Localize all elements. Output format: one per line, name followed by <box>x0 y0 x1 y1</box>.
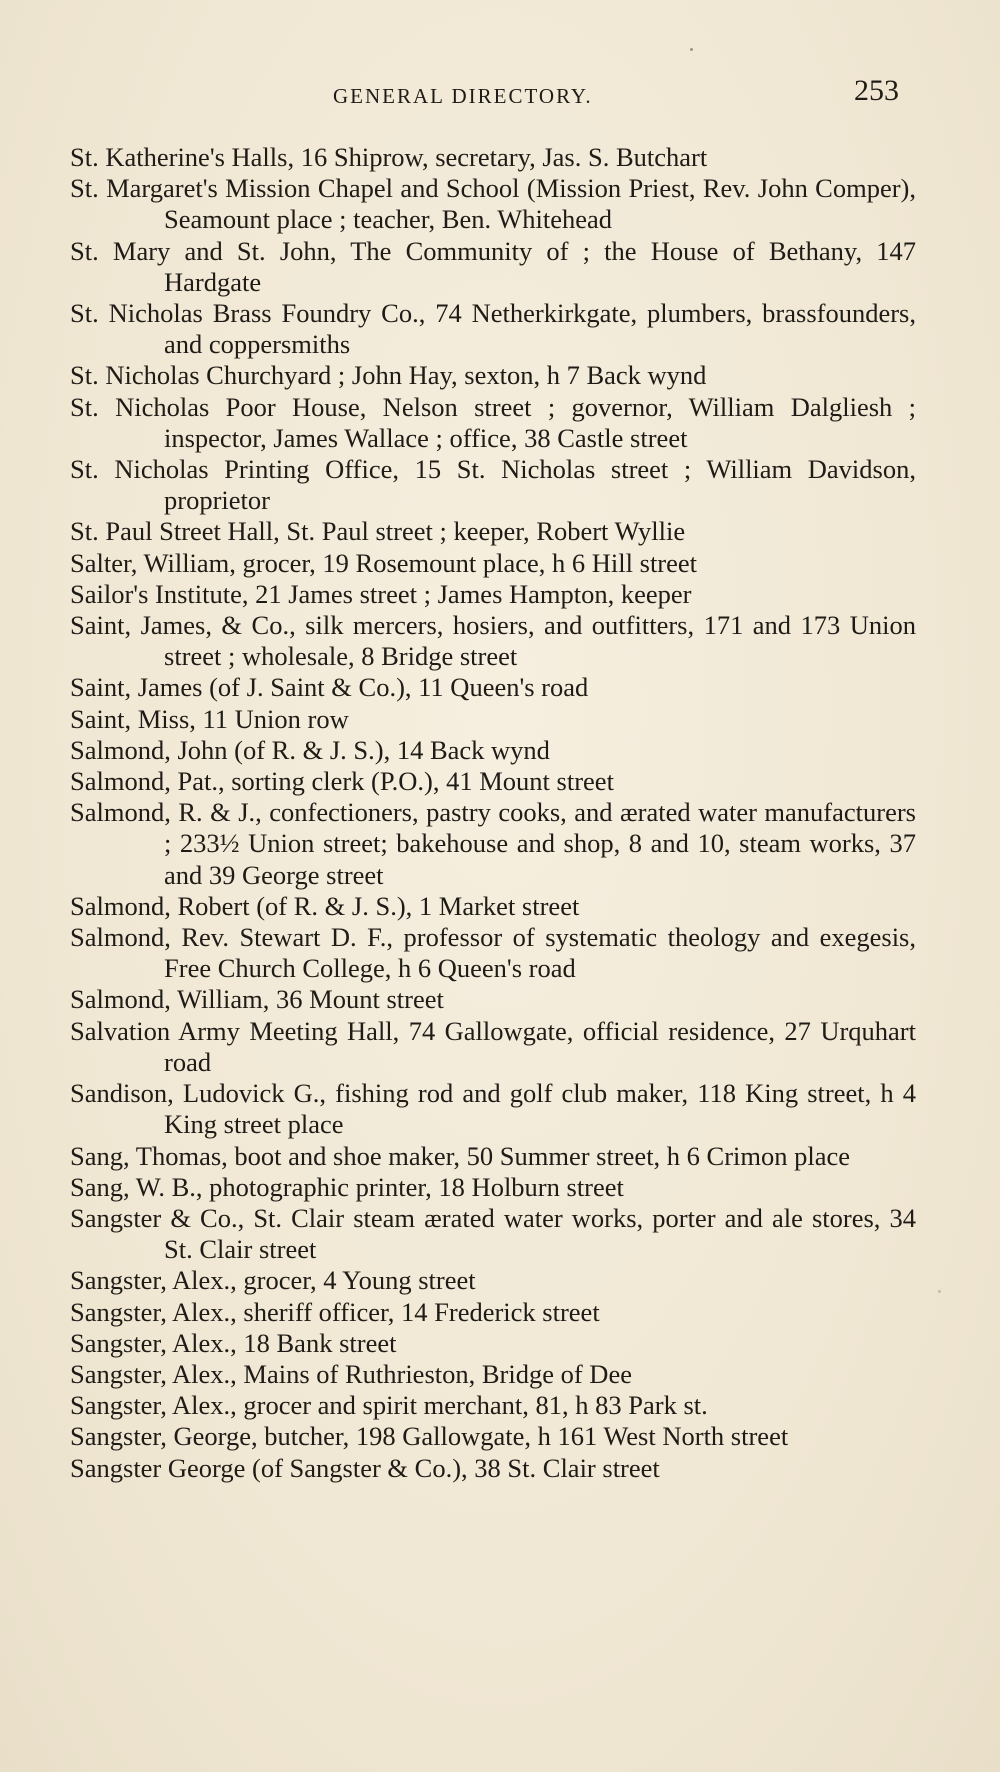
directory-entry: Sailor's Institute, 21 James street ; James Hampton, keeper <box>70 578 692 609</box>
page-number: 253 <box>854 74 899 107</box>
directory-entry: Salvation Army Meeting Hall, 74 Gallowgate, official residence, 27 Urquhart road <box>70 1015 916 1077</box>
directory-entry: Salter, William, grocer, 19 Rosemount place, h 6 Hill street <box>70 547 698 578</box>
directory-entry: St. Nicholas Brass Foundry Co., 74 Netherkirkgate, plumbers, brassfounders, and coppersmiths <box>70 298 916 360</box>
directory-entry: St. Nicholas Poor House, Nelson street ; governor, William Dalgliesh ; inspector, James Wallace ; office, 38 Castle street <box>70 391 916 453</box>
directory-entry: Salmond, Rev. Stewart D. F., professor of systematic theology and exegesis, Free Church College, h 6 Queen's road <box>70 922 916 984</box>
directory-entry: Sangster, Alex., grocer and spirit merchant, 81, h 83 Park st. <box>70 1390 708 1421</box>
directory-entry: Saint, James (of J. Saint & Co.), 11 Queen's road <box>70 672 589 703</box>
directory-entry: Salmond, William, 36 Mount street <box>70 984 444 1015</box>
directory-entry: Sandison, Ludovick G., fishing rod and golf club maker, 118 King street, h 4 King street place <box>70 1078 916 1140</box>
directory-entry: Salmond, Pat., sorting clerk (P.O.), 41 Mount street <box>70 766 614 797</box>
directory-entries <box>70 142 916 1484</box>
page-header <box>0 72 1000 112</box>
directory-entry: Sangster, George, butcher, 198 Gallowgate, h 161 West North street <box>70 1421 789 1452</box>
directory-entry: Saint, James, & Co., silk mercers, hosiers, and outfitters, 171 and 173 Union street ; wholesale, 8 Bridge street <box>70 610 916 672</box>
ink-speck <box>690 48 693 51</box>
directory-entry: St. Mary and St. John, The Community of ; the House of Bethany, 147 Hardgate <box>70 235 916 297</box>
directory-entry: Sangster George (of Sangster & Co.), 38 St. Clair street <box>70 1452 660 1483</box>
directory-entry: Salmond, R. & J., confectioners, pastry cooks, and ærated water manufacturers ; 233½ Union street; bakehouse and shop, 8 and 10, steam works, 37 and 39 George street <box>70 797 916 890</box>
directory-entry: St. Katherine's Halls, 16 Shiprow, secretary, Jas. S. Butchart <box>70 142 708 172</box>
directory-entry: Saint, Miss, 11 Union row <box>70 703 349 734</box>
directory-entry: St. Nicholas Printing Office, 15 St. Nicholas street ; William Davidson, proprietor <box>70 454 916 516</box>
directory-entry: St. Margaret's Mission Chapel and School (Mission Priest, Rev. John Comper), Seamount place ; teacher, Ben. Whitehead <box>70 173 916 235</box>
directory-entry: Salmond, John (of R. & J. S.), 14 Back wynd <box>70 734 550 765</box>
directory-entry: Sangster, Alex., Mains of Ruthrieston, Bridge of Dee <box>70 1358 632 1389</box>
directory-entry: Sangster & Co., St. Clair steam ærated water works, porter and ale stores, 34 St. Clair street <box>70 1202 916 1265</box>
directory-entry: Sang, Thomas, boot and shoe maker, 50 Summer street, h 6 Crimon place <box>70 1140 851 1171</box>
directory-entry: Sangster, Alex., sheriff officer, 14 Frederick street <box>70 1296 600 1327</box>
directory-entry: St. Paul Street Hall, St. Paul street ; keeper, Robert Wyllie <box>70 516 686 547</box>
directory-entry: Salmond, Robert (of R. & J. S.), 1 Market street <box>70 890 580 921</box>
directory-entry: Sangster, Alex., 18 Bank street <box>70 1327 397 1358</box>
directory-entry: Sang, W. B., photographic printer, 18 Holburn street <box>70 1171 624 1202</box>
directory-entry: Sangster, Alex., grocer, 4 Young street <box>70 1265 476 1296</box>
directory-entry: St. Nicholas Churchyard ; John Hay, sexton, h 7 Back wynd <box>70 360 707 391</box>
running-title: GENERAL DIRECTORY. <box>333 84 593 108</box>
ink-speck <box>938 1290 941 1293</box>
